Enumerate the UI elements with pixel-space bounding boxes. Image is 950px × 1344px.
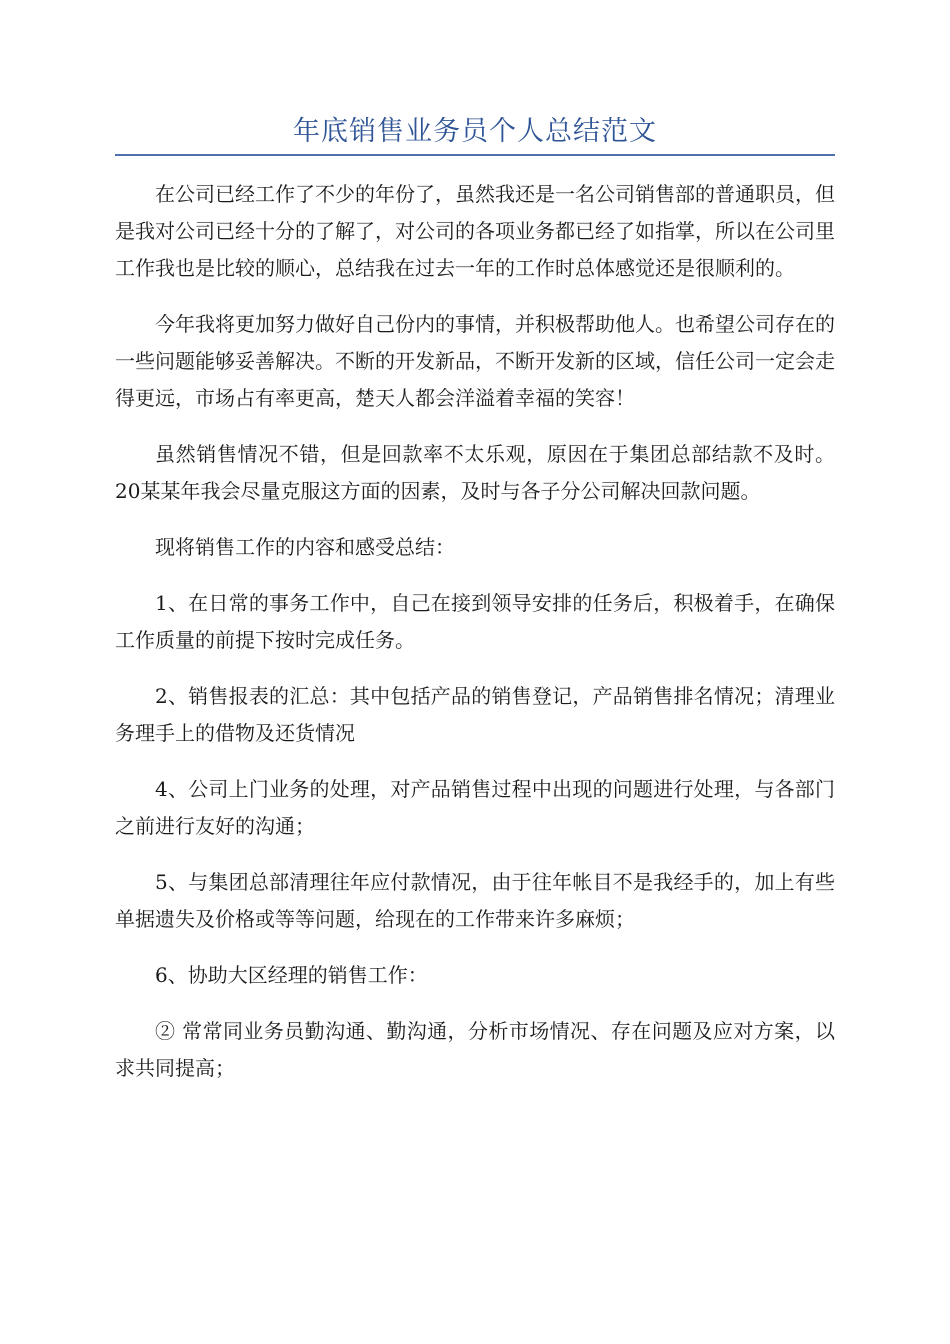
document-title: 年底销售业务员个人总结范文 — [293, 116, 657, 147]
list-item-4: 4、公司上门业务的处理，对产品销售过程中出现的问题进行处理，与各部门之前进行友好的沟通； — [115, 777, 835, 838]
title-underline — [115, 154, 835, 156]
list-item-6: 6、协助大区经理的销售工作： — [155, 963, 428, 987]
list-item-5: 5、与集团总部清理往年应付款情况，由于往年帐目不是我经手的，加上有些单据遗失及价格或等等问题，给现在的工作带来许多麻烦； — [115, 870, 835, 931]
list-item-2: 2、销售报表的汇总：其中包括产品的销售登记，产品销售排名情况；清理业务理手上的借物及还货情况 — [115, 684, 835, 745]
list-item-1: 1、在日常的事务工作中，自己在接到领导安排的任务后，积极着手，在确保工作质量的前提下按时完成任务。 — [115, 591, 835, 652]
document-body — [115, 176, 835, 1106]
paragraph-intro: 在公司已经工作了不少的年份了，虽然我还是一名公司销售部的普通职员，但是我对公司已经十分的了解了，对公司的各项业务都已经了如指掌，所以在公司里工作我也是比较的顺心，总结我在过去一年的工作时总体感觉还是很顺利的。 — [115, 182, 835, 280]
sub-item-2: ② 常常同业务员勤沟通、勤沟通，分析市场情况、存在问题及应对方案，以求共同提高； — [115, 1019, 835, 1080]
paragraph-outlook: 今年我将更加努力做好自己份内的事情，并积极帮助他人。也希望公司存在的一些问题能够妥善解决。不断的开发新品，不断开发新的区域，信任公司一定会走得更远，市场占有率更高，楚天人都会洋溢着幸福的笑容！ — [115, 312, 835, 410]
paragraph-collection-rate: 虽然销售情况不错，但是回款率不太乐观，原因在于集团总部结款不及时。20某某年我会尽量克服这方面的因素，及时与各子分公司解决回款问题。 — [115, 442, 835, 503]
paragraph-summary-lead: 现将销售工作的内容和感受总结： — [155, 535, 455, 559]
